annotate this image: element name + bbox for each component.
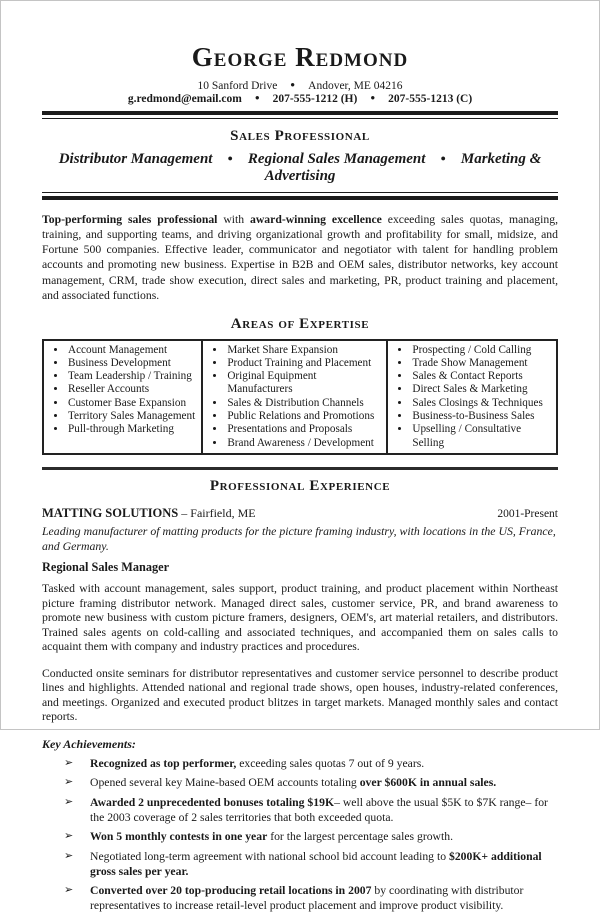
bullet-separator: ● [254, 93, 260, 103]
expertise-item: • Presentations and Proposals [226, 423, 384, 436]
inline-item: 10 Sanford Drive [197, 79, 278, 92]
contact-line [42, 93, 558, 105]
bullet-separator: ● [440, 153, 446, 164]
expertise-item: • Product Training and Placement [226, 357, 384, 370]
expertise-item: • Brand Awareness / Development [226, 437, 384, 450]
profile-heading: Sales Professional [230, 127, 370, 144]
achievement-item [64, 849, 558, 879]
company-name: MATTING SOLUTIONS [42, 505, 179, 520]
text-segment: $200K+ additional gross sales per year. [90, 849, 542, 878]
expertise-item: • Reseller Accounts [67, 383, 199, 396]
text-segment: Won 5 monthly contests in one year [90, 830, 268, 844]
job-title: Regional Sales Manager [42, 559, 170, 574]
company-title [42, 504, 256, 522]
inline-item: 207-555-1213 (C) [388, 92, 473, 105]
summary-paragraph [42, 212, 558, 303]
text-segment: Negotiated long-term agreement with national school bid account leading to [90, 849, 449, 863]
date-range: 2001-Present [497, 507, 558, 520]
expertise-item: • Direct Sales & Marketing [411, 383, 554, 396]
person-name: George Redmond [191, 42, 409, 72]
expertise-item: • Original Equipment Manufacturers [226, 370, 384, 397]
expertise-item: • Public Relations and Promotions [226, 410, 384, 423]
text-segment: – well above the usual $5K to $7K range– for the 2003 coverage of 2 sales territories that both exceeded quota. [90, 795, 548, 824]
expertise-item: • Pull-through Marketing [67, 423, 199, 436]
achievement-item [64, 775, 558, 790]
inline-item: Distributor Management [58, 150, 213, 167]
experience-heading: Professional Experience [209, 477, 391, 494]
inline-item: 207-555-1212 (H) [272, 92, 358, 105]
divider-single [42, 467, 558, 470]
text-segment: Recognized as top performer, [90, 756, 237, 770]
bullet-separator: ● [227, 153, 233, 164]
expertise-item: • Upselling / Consultative Selling [411, 423, 554, 450]
company-row [42, 504, 558, 522]
text-segment: over $600K in annual sales. [359, 776, 497, 790]
text-segment: Awarded 2 unprecedented bonuses totaling $19K [90, 795, 335, 809]
specialties-line [42, 151, 558, 185]
achievements-list [42, 756, 558, 913]
text-segment: Opened several key Maine-based OEM accounts totaling [90, 776, 360, 790]
expertise-row [43, 340, 557, 454]
expertise-item: • Sales Closings & Techniques [411, 397, 554, 410]
inline-item: g.redmond@email.com [127, 92, 242, 105]
expertise-item: • Prospecting / Cold Calling [411, 344, 554, 357]
expertise-column-1 [43, 340, 202, 454]
text-segment: for the largest percentage sales growth. [267, 830, 454, 844]
expertise-heading: Areas of Expertise [230, 315, 370, 332]
experience-paragraph-1: Tasked with account management, sales support, product training, and product placement within Northeast picture framing distributor network. Managed direct sales, customer service, PR, and brand awareness to promote new business with custom picture framers, designers, OEM's, art material retailers, and distributors. Trained sales agents on cold-calling and associated techniques, and accompanied them on sales calls to acquaint them with company and industry practices and procedures. [42, 581, 558, 654]
expertise-column-3 [387, 340, 557, 454]
expertise-column-2 [202, 340, 387, 454]
expertise-item: • Territory Sales Management [67, 410, 199, 423]
achievement-item [64, 795, 558, 825]
inline-item: Regional Sales Management [247, 150, 426, 167]
divider-thin-thick [42, 192, 558, 200]
text-segment: exceeding sales quotas 7 out of 9 years. [236, 756, 425, 770]
expertise-item: • Business-to-Business Sales [411, 410, 554, 423]
achievement-item [64, 883, 558, 913]
expertise-item: • Market Share Expansion [226, 344, 384, 357]
expertise-item: • Team Leadership / Training [67, 370, 199, 383]
divider-thick-thin-top [42, 111, 558, 119]
expertise-item: • Customer Base Expansion [67, 397, 199, 410]
inline-item: Andover, ME 04216 [308, 79, 403, 92]
text-segment: exceeding sales quotas, managing, training, and supporting teams, and driving organizational growth and profitability for small, midsize, and Fortune 500 companies. Effective leader, communicator and negotiator with talent for handling problem accounts and promoting new business. Expertise in B2B and OEM sales, distributor networks, key account management, CRM, trade show execution, direct sales and marketing, PR, product training and placement, and associated functions. [42, 212, 559, 302]
bullet-separator: ● [370, 93, 376, 103]
expertise-item: • Account Management [67, 344, 199, 357]
address-line [42, 80, 558, 92]
expertise-item: • Business Development [67, 357, 199, 370]
achievement-item [64, 756, 558, 771]
bullet-separator: ● [290, 80, 296, 90]
expertise-item: • Sales & Contact Reports [411, 370, 554, 383]
text-segment: award-winning excellence [250, 212, 382, 226]
expertise-table [42, 339, 558, 455]
expertise-item: • Sales & Distribution Channels [226, 397, 384, 410]
experience-paragraph-2: Conducted onsite seminars for distributor representatives and customer service personnel to describe product lines and highlights. Attended national and regional trade shows, open houses, industry-related conferences, and meetings. Organized and executed product blitzes in target markets. Managed monthly sales and contact reports. [42, 666, 558, 724]
inline-item: Marketing & Advertising [264, 150, 542, 184]
text-segment: by coordinating with distributor representatives to increase retail-level product placement and improve product visibility. [90, 884, 524, 913]
text-segment: with [217, 212, 251, 226]
company-description: Leading manufacturer of matting products for the picture framing industry, with locations in the US, France, and Germany. [42, 523, 556, 553]
text-segment: Converted over 20 top-producing retail locations in 2007 [90, 884, 372, 898]
expertise-item: • Trade Show Management [411, 357, 554, 370]
key-achievements-label: Key Achievements: [42, 736, 136, 751]
text-segment: Top-performing sales professional [42, 212, 218, 226]
achievement-item [64, 829, 558, 844]
company-location: – Fairfield, ME [178, 505, 256, 520]
